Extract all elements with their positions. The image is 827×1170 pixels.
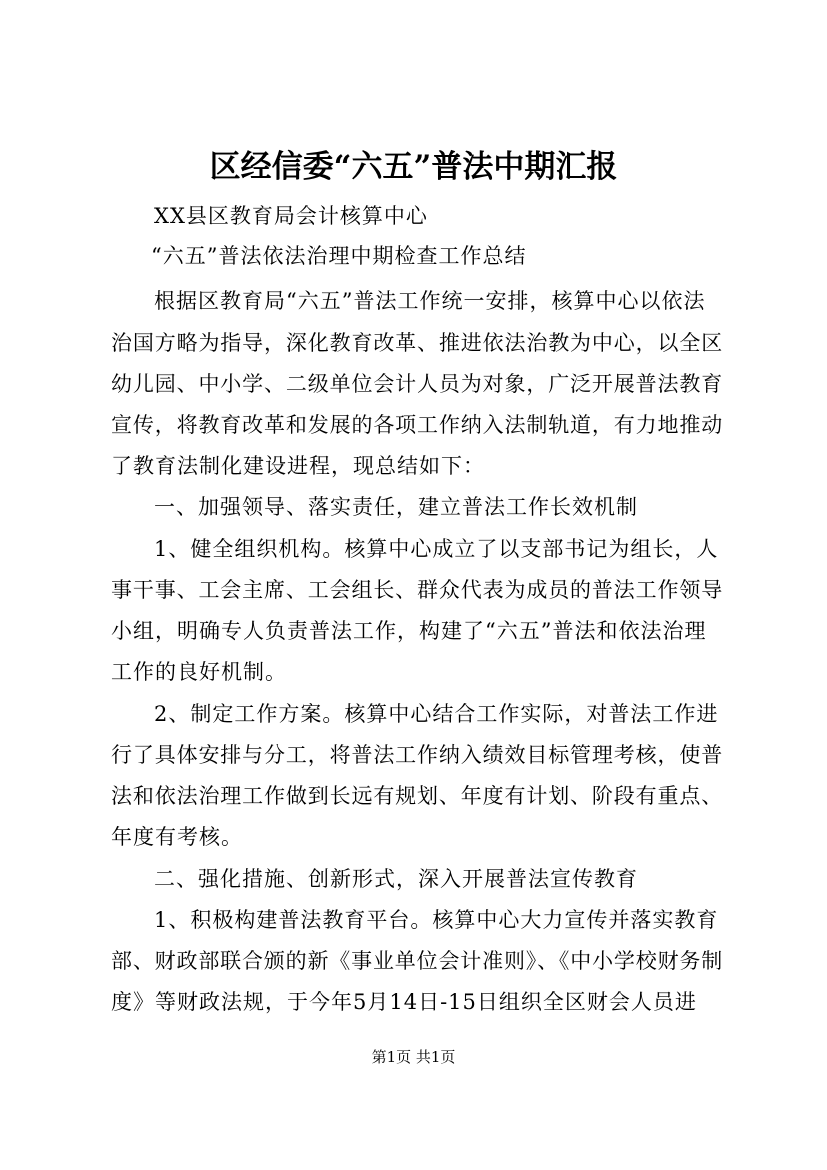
text-line: 幼儿园、中小学、二级单位会计人员为对象，广泛开展普法教育 [111, 372, 724, 396]
text-line: 工作的良好机制。 [111, 660, 287, 684]
text-line: 1、健全组织机构。核算中心成立了以支部书记为组长，人 [154, 537, 719, 561]
paragraph-line [0, 652, 827, 692]
paragraph-line [0, 323, 827, 363]
text-line: XX县区教育局会计核算中心 [154, 204, 428, 228]
paragraph-line [0, 611, 827, 651]
paragraph-line [0, 405, 827, 445]
text-line: 了教育法制化建设进程，现总结如下： [111, 454, 485, 478]
text-line: 治国方略为指导，深化教育改革、推进依法治教为中心，以全区 [111, 331, 724, 355]
text-line: 部、财政部联合颁的新《事业单位会计准则》、《中小学校财务制 [111, 949, 724, 973]
paragraph-line [0, 570, 827, 610]
text-line: 2、制定工作方案。核算中心结合工作实际，对普法工作进 [154, 702, 719, 726]
org-name-line [0, 196, 827, 236]
paragraph-line [0, 694, 827, 734]
text-line: 行了具体安排与分工，将普法工作纳入绩效目标管理考核，使普 [111, 743, 724, 767]
text-line: 小组，明确专人负责普法工作，构建了“六五”普法和依法治理 [111, 619, 707, 643]
text-line: 二、强化措施、创新形式，深入开展普法宣传教育 [154, 867, 638, 891]
text-line: 根据区教育局“六五”普法工作统一安排，核算中心以依法 [154, 289, 706, 313]
paragraph-line [0, 817, 827, 857]
page-number-footer: 第1页 共1页 [371, 1048, 456, 1066]
text-line: 年度有考核。 [111, 825, 243, 849]
document-title: 区经信委“六五”普法中期汇报 [209, 149, 618, 185]
text-line: 1、积极构建普法教育平台。核算中心大力宣传并落实教育 [154, 908, 719, 932]
paragraph-line [0, 529, 827, 569]
section-heading-2 [0, 859, 827, 899]
paragraph-line [0, 900, 827, 940]
paragraph-line [0, 364, 827, 404]
section-heading-1 [0, 487, 827, 527]
paragraph-line [0, 446, 827, 486]
text-line: 宣传，将教育改革和发展的各项工作纳入法制轨道，有力地推动 [111, 413, 724, 437]
paragraph-line [0, 941, 827, 981]
subtitle-line [0, 236, 827, 276]
paragraph-line [0, 776, 827, 816]
text-line: 一、加强领导、落实责任，建立普法工作长效机制 [154, 495, 638, 519]
text-line: “六五”普法依法治理中期检查工作总结 [151, 244, 527, 268]
text-line: 度》等财政法规，于今年5月14日-15日组织全区财会人员进 [111, 990, 697, 1014]
paragraph-line [0, 735, 827, 775]
paragraph-line [0, 982, 827, 1022]
text-line: 事干事、工会主席、工会组长、群众代表为成员的普法工作领导 [111, 578, 724, 602]
text-line: 法和依法治理工作做到长远有规划、年度有计划、阶段有重点、 [111, 784, 724, 808]
paragraph-line [0, 281, 827, 321]
